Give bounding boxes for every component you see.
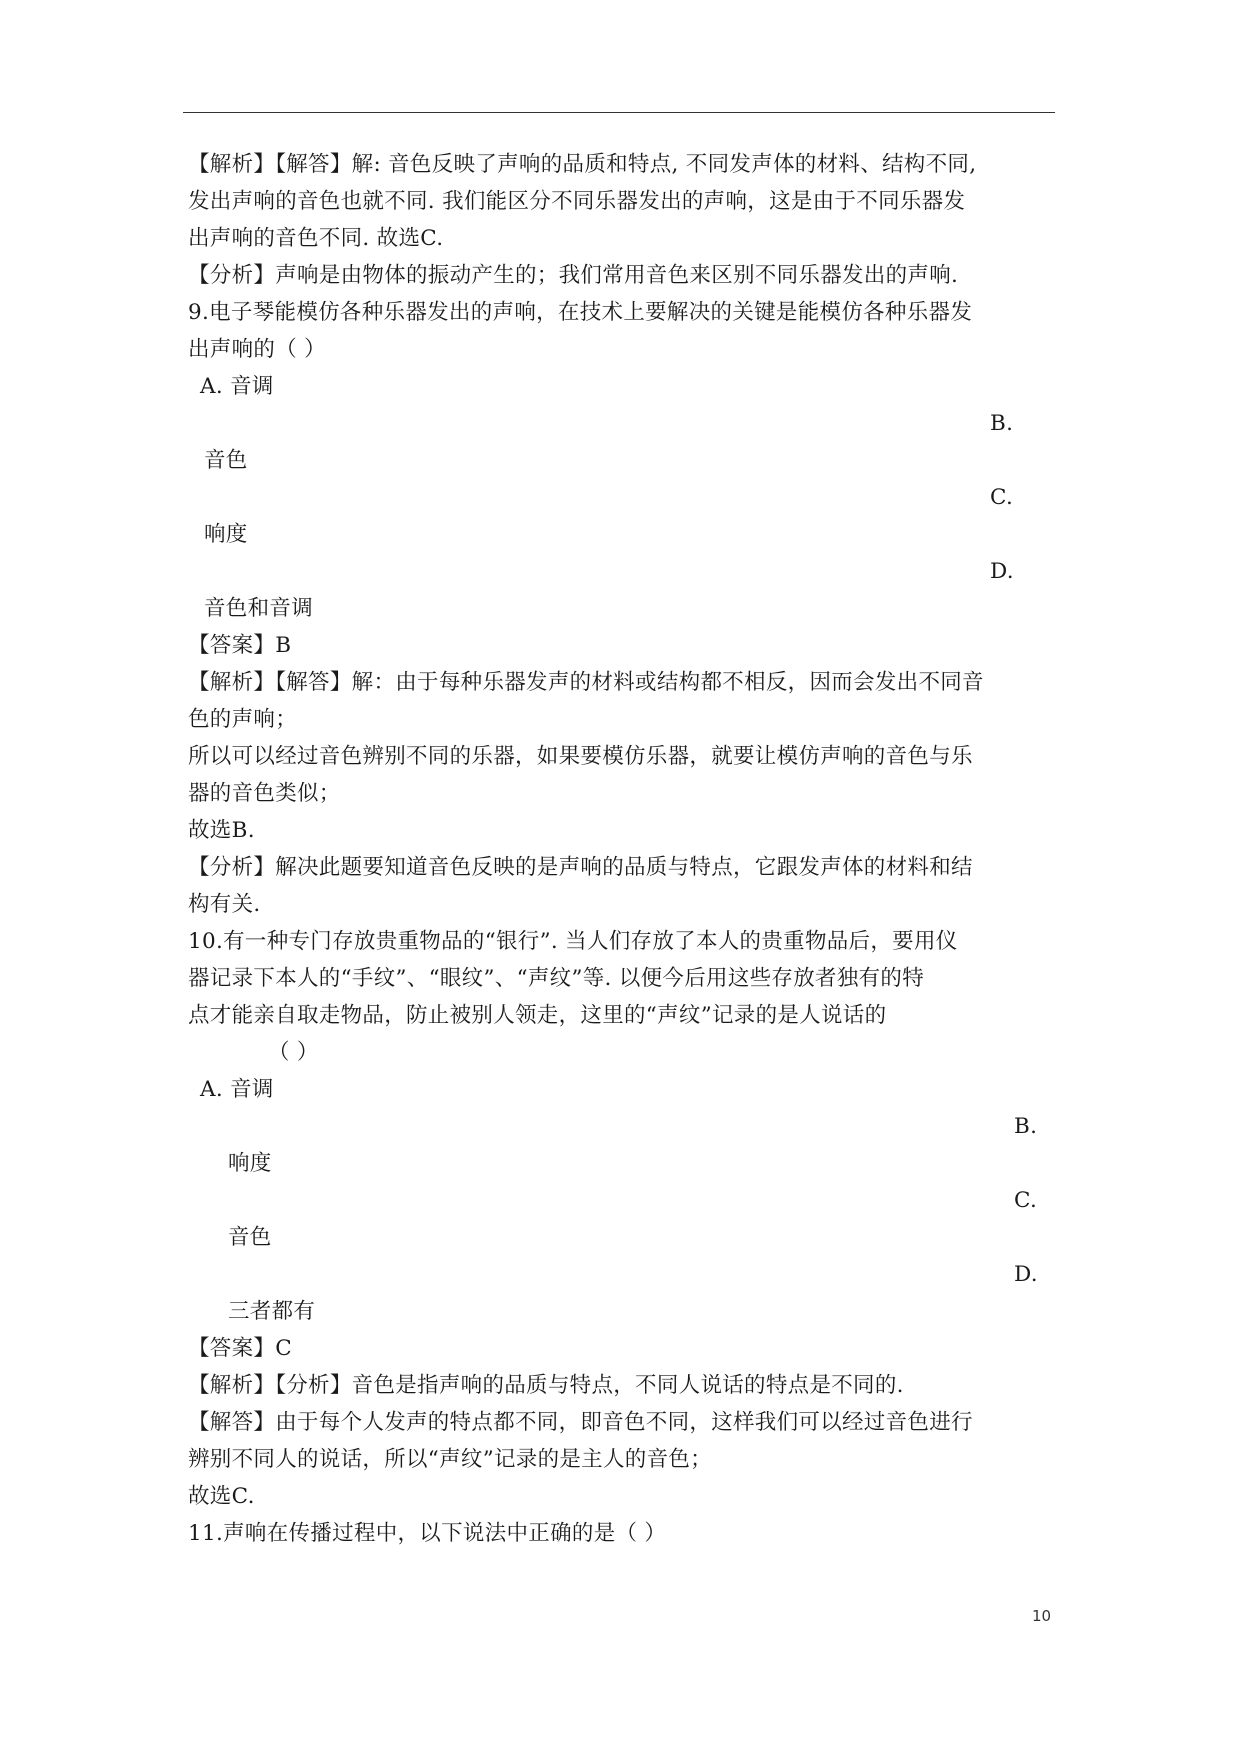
text-line: 构有关. [188,892,261,917]
option-c-letter: C. [1014,1188,1038,1213]
option-d-letter: D. [990,559,1014,584]
text-line: 【解析】【解答】解：由于每种乐器发声的材料或结构都不相反，因而会发出不同音 [188,670,984,695]
text-line: 出声响的音色不同. 故选C. [188,226,444,251]
option-b-letter: B. [1014,1114,1038,1139]
question-10-line: 10.有一种专门存放贵重物品的“银行”. 当人们存放了本人的贵重物品后，要用仪 [188,929,958,954]
page-number: 10 [1032,1607,1052,1625]
question-11-line: 11.声响在传播过程中，以下说法中正确的是（ ） [188,1521,667,1546]
text-line: （ ） [268,1040,319,1065]
text-line: 【解析】【分析】音色是指声响的品质与特点，不同人说话的特点是不同的. [188,1373,904,1398]
option-c-text: 响度 [204,522,248,547]
option-d-text: 音色和音调 [204,596,314,621]
option-a: A. 音调 [200,374,274,399]
option-d-letter: D. [1014,1262,1038,1287]
text-line: 故选C. [188,1484,255,1509]
option-b-letter: B. [990,411,1014,436]
option-b-text: 音色 [204,448,248,473]
text-line: 出声响的（ ） [188,337,326,362]
text-line: 器的音色类似； [188,781,341,806]
option-c-text: 音色 [228,1225,272,1250]
option-d-text: 三者都有 [228,1299,316,1324]
text-line: 【解答】由于每个人发声的特点都不同，即音色不同，这样我们可以经过音色进行 [188,1410,973,1435]
header-rule [183,112,1055,113]
text-line: 【分析】声响是由物体的振动产生的；我们常用音色来区别不同乐器发出的声响. [188,263,959,288]
option-a: A. 音调 [200,1077,274,1102]
text-line: 所以可以经过音色辨别不同的乐器，如果要模仿乐器，就要让模仿声响的音色与乐 [188,744,973,769]
text-line: 【解析】【解答】解: 音色反映了声响的品质和特点, 不同发声体的材料、结构不同, [188,152,977,177]
text-line: 器记录下本人的“手纹”、“眼纹”、“声纹”等. 以便今后用这些存放者独有的特 [188,966,925,991]
question-9-line: 9.电子琴能模仿各种乐器发出的声响，在技术上要解决的关键是能模仿各种乐器发 [188,300,973,325]
text-line: 色的声响； [188,707,298,732]
text-line: 故选B. [188,818,255,843]
text-line: 【分析】解决此题要知道音色反映的是声响的品质与特点，它跟发声体的材料和结 [188,855,973,880]
text-line: 点才能亲自取走物品，防止被别人领走，这里的“声纹”记录的是人说话的 [188,1003,887,1028]
option-c-letter: C. [990,485,1014,510]
answer-line: 【答案】C [188,1336,292,1361]
text-line: 辨别不同人的说话，所以“声纹”记录的是主人的音色； [188,1447,712,1472]
text-line: 发出声响的音色也就不同. 我们能区分不同乐器发出的声响，这是由于不同乐器发 [188,189,966,214]
answer-line: 【答案】B [188,633,292,658]
option-b-text: 响度 [228,1151,272,1176]
